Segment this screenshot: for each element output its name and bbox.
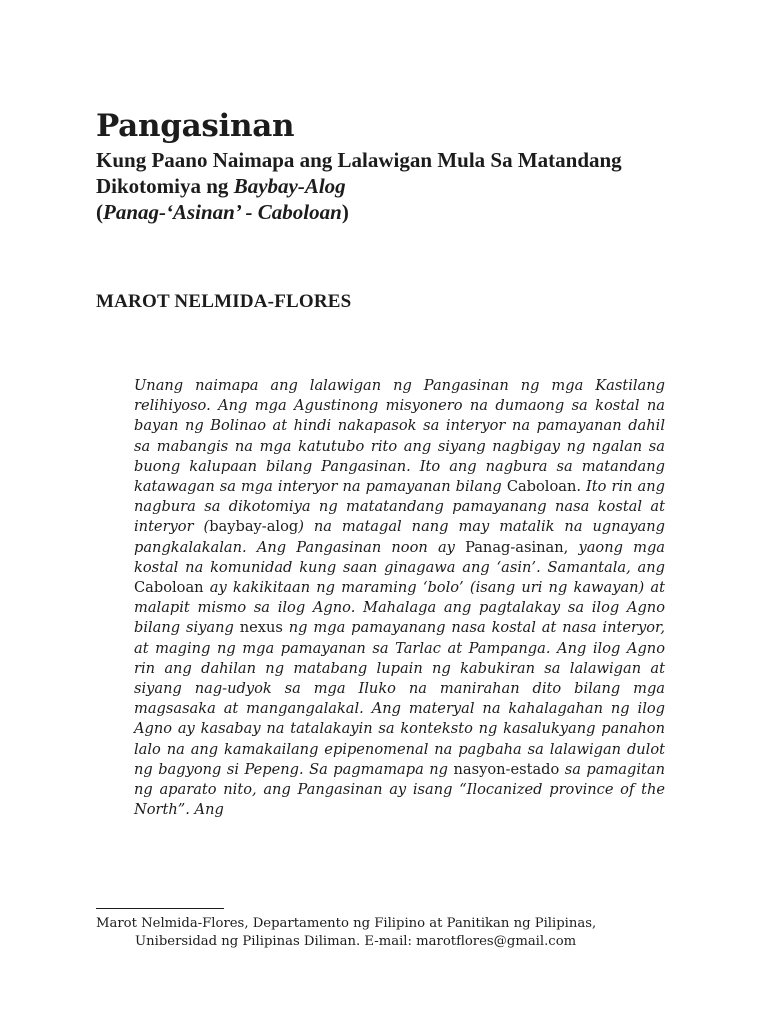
footnote-rule bbox=[96, 908, 224, 909]
subtitle-italic-term: Baybay-Alog bbox=[233, 174, 346, 198]
abstract-text: Unang naimapa ang lalawigan ng Pangasinan ng mga Kastilang relihiyoso. Ang mga Agustinong misyonero na dumaong sa kostal na bayan ng Bolinao at hindi nakapasok sa interyor na pamayanan dahil sa mabangis na mga katutubo rito ang siyang nagbigay ng ngalan sa buong kalupaan bilang Pangasinan. Ito ang nagbura sa matandang katawagan sa mga interyor na pamayanan bilang bbox=[134, 377, 665, 496]
abstract-text: Ito rin ang nagbura sa dikotomiya ng matatandang pamayanang nasa kostal at interyor ( bbox=[134, 478, 665, 536]
author-name: MAROT NELMIDA-FLORES bbox=[96, 291, 352, 312]
abstract-text: ) na matagal nang may matalik na ugnayang pangkalakalan. Ang Pangasinan noon ay bbox=[134, 518, 665, 556]
article-title: Pangasinan bbox=[96, 108, 295, 144]
abstract-text: ng mga pamayanang nasa kostal at nasa interyor, at maging ng mga pamayanan sa Tarlac at Pampanga. Ang ilog Agno rin ang dahilan ng matabang lupain ng kabukiran sa lalawigan at siyang nag-udyok sa mga Iluko na manirahan dito bilang mga magsasaka at mangangalakal. Ang materyal na kahalagahan ng ilog Agno ay kasabay na tatalakayin sa konteksto ng kasalukyang panahon lalo na ang kamakailang epipenomenal na pagbaha sa lalawigan dulot ng bagyong si Pepeng. Sa pagmamapa ng bbox=[134, 619, 665, 778]
abstract-upright-term: baybay-alog bbox=[209, 518, 299, 536]
abstract-paragraph bbox=[134, 376, 665, 820]
footnote-affiliation: Marot Nelmida-Flores, Departamento ng Filipino at Panitikan ng Pilipinas, bbox=[96, 916, 597, 931]
abstract-upright-term: Panag-asinan, bbox=[465, 538, 569, 556]
subtitle-italic-terms: Panag-‘Asinan’ - Caboloan bbox=[103, 200, 342, 224]
abstract-text: yaong mga kostal na komunidad kung saan ginagawa ang ‘asin’. Samantala, ang bbox=[134, 538, 665, 576]
abstract-upright-term: Caboloan bbox=[134, 579, 204, 597]
author-footnote bbox=[96, 915, 704, 951]
article-subtitle bbox=[96, 147, 696, 225]
abstract-text: sa pamagitan ng aparato nito, ang Pangasinan ay isang “Ilocanized province of the North”. Ang bbox=[134, 760, 665, 819]
abstract-upright-term: nexus bbox=[239, 619, 283, 637]
subtitle-paren-close: ) bbox=[341, 200, 349, 224]
abstract-upright-term: nasyon-estado bbox=[453, 760, 560, 778]
abstract-upright-term: Caboloan. bbox=[506, 478, 581, 496]
subtitle-paren-open: ( bbox=[96, 200, 103, 224]
footnote-university-email: Unibersidad ng Pilipinas Diliman. E-mail: marotflores@gmail.com bbox=[135, 934, 577, 949]
abstract-text: ay kakikitaan ng maraming ‘bolo’ (isang uri ng kawayan) at malapit mismo sa ilog Agno. Mahalaga ang pagtalakay sa ilog Agno bilang siyang bbox=[134, 579, 665, 637]
subtitle-text: Kung Paano Naimapa ang Lalawigan Mula Sa Matandang Dikotomiya ng bbox=[96, 148, 622, 198]
